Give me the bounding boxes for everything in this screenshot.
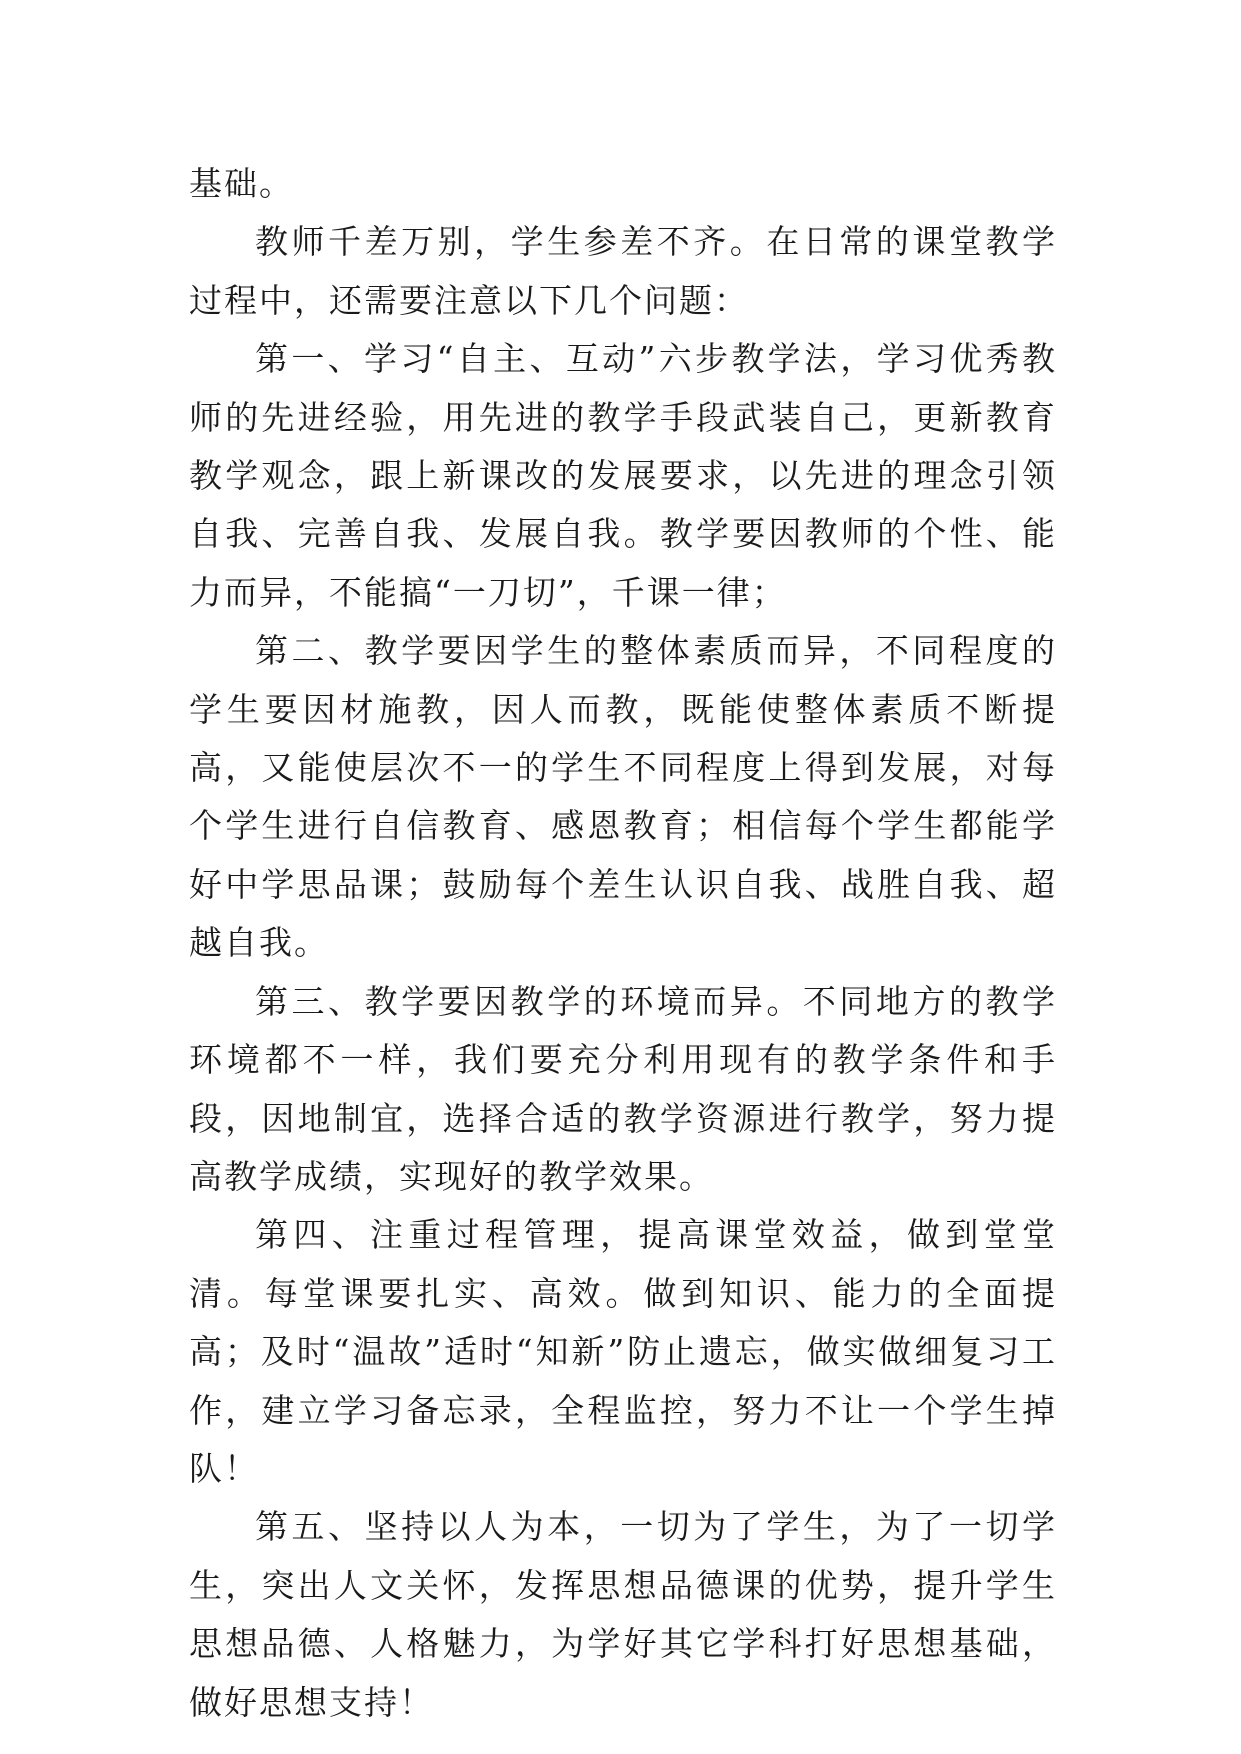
document-body (189, 155, 1057, 1732)
paragraph-point-4: 第四、注重过程管理，提高课堂效益，做到堂堂清。每堂课要扎实、高效。做到知识、能力的全面提高；及时“温故”适时“知新”防止遗忘，做实做细复习工作，建立学习备忘录，全程监控，努力不让一个学生掉队！ (189, 1215, 1057, 1488)
paragraph-point-1: 第一、学习“自主、互动”六步教学法，学习优秀教师的先进经验，用先进的教学手段武装自己，更新教育教学观念，跟上新课改的发展要求，以先进的理念引领自我、完善自我、发展自我。教学要因教师的个性、能力而异，不能搞“一刀切”，千课一律； (189, 339, 1057, 612)
paragraph-continuation: 基础。 (189, 164, 294, 203)
paragraph-point-3: 第三、教学要因教学的环境而异。不同地方的教学环境都不一样，我们要充分利用现有的教学条件和手段，因地制宜，选择合适的教学资源进行教学，努力提高教学成绩，实现好的教学效果。 (189, 981, 1057, 1196)
paragraph-point-5: 第五、坚持以人为本，一切为了学生，为了一切学生，突出人文关怀，发挥思想品德课的优势，提升学生思想品德、人格魅力，为学好其它学科打好思想基础，做好思想支持！ (189, 1507, 1057, 1722)
paragraph-point-2: 第二、教学要因学生的整体素质而异，不同程度的学生要因材施教，因人而教，既能使整体素质不断提高，又能使层次不一的学生不同程度上得到发展，对每个学生进行自信教育、感恩教育；相信每个学生都能学好中学思品课；鼓励每个差生认识自我、战胜自我、超越自我。 (189, 631, 1057, 963)
paragraph-intro: 教师千差万别，学生参差不齐。在日常的课堂教学过程中，还需要注意以下几个问题： (189, 222, 1057, 320)
